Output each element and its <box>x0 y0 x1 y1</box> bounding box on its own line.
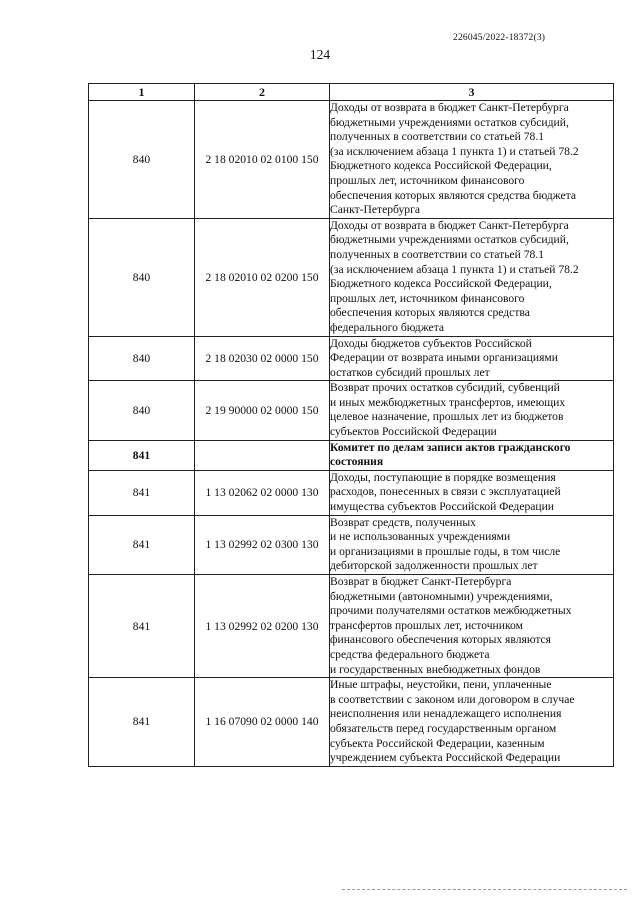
description-line: состояния <box>330 455 384 469</box>
table-header-row <box>89 84 614 101</box>
budget-classification-code-cell: 1 13 02992 02 0200 130 <box>195 575 330 678</box>
description-line: прошлых лет, источником финансового <box>330 291 525 305</box>
description-line: Доходы от возврата в бюджет Санкт-Петербурга <box>330 218 569 232</box>
description-line: Доходы бюджетов субъектов Российской <box>330 336 532 350</box>
admin-code-cell: 841 <box>89 678 195 767</box>
description-line: дебиторской задолженности прошлых лет <box>330 559 538 573</box>
description-line: неисполнения или ненадлежащего исполнения <box>330 707 562 721</box>
table-row <box>89 515 614 574</box>
description-line: трансфертов прошлых лет, источником <box>330 618 523 632</box>
page-number: 124 <box>309 47 331 62</box>
budget-classification-code-cell: 1 16 07090 02 0000 140 <box>195 678 330 767</box>
admin-code-cell: 841 <box>89 515 195 574</box>
budget-classification-code-cell: 2 18 02010 02 0100 150 <box>195 101 330 219</box>
description-line: Бюджетного кодекса Российской Федерации, <box>330 159 552 173</box>
admin-code-cell: 841 <box>89 470 195 515</box>
description-line: Федерации от возврата иными организациями <box>330 351 558 365</box>
revenue-codes-table <box>88 83 614 767</box>
description-line: Доходы от возврата в бюджет Санкт-Петербурга <box>330 101 569 114</box>
description-line: финансового обеспечения которых являются <box>330 633 552 647</box>
description-line: Бюджетного кодекса Российской Федерации, <box>330 277 552 291</box>
description-line: средства федерального бюджета <box>330 647 490 661</box>
description-line: бюджетными учреждениями остатков субсидий, <box>330 233 569 247</box>
admin-code-cell: 841 <box>89 575 195 678</box>
description-line: субъекта Российской Федерации, казенным <box>330 736 545 750</box>
description-cell <box>330 678 614 767</box>
description-cell <box>330 381 614 440</box>
description-line: прошлых лет, источником финансового <box>330 173 525 187</box>
description-line: Санкт-Петербурга <box>330 203 420 217</box>
description-line: Иные штрафы, неустойки, пени, уплаченные <box>330 678 552 692</box>
budget-classification-code-cell: 2 18 02010 02 0200 150 <box>195 218 330 336</box>
table-row <box>89 336 614 381</box>
column-header-2: 2 <box>195 84 330 101</box>
description-line: имущества субъектов Российской Федерации <box>330 500 555 514</box>
description-line: (за исключением абзаца 1 пункта 1) и статьей 78.2 <box>330 144 579 158</box>
budget-classification-code-cell: 1 13 02062 02 0000 130 <box>195 470 330 515</box>
description-line: Комитет по делам записи актов гражданского <box>330 440 571 454</box>
budget-classification-code-cell: 2 18 02030 02 0000 150 <box>195 336 330 381</box>
description-line: субъектов Российской Федерации <box>330 425 497 439</box>
admin-code-cell: 840 <box>89 336 195 381</box>
description-cell <box>330 336 614 381</box>
description-line: Доходы, поступающие в порядке возмещения <box>330 470 556 484</box>
admin-code-cell: 841 <box>89 440 195 470</box>
description-line: Возврат средств, полученных <box>330 515 476 529</box>
admin-code-cell: 840 <box>89 381 195 440</box>
column-header-3: 3 <box>330 84 614 101</box>
description-line: полученных в соответствии со статьей 78.1 <box>330 247 545 261</box>
admin-code-cell: 840 <box>89 218 195 336</box>
document-id: 226045/2022-18372(3) <box>453 33 546 43</box>
description-cell <box>330 440 614 470</box>
table-row <box>89 470 614 515</box>
description-line: бюджетными (автономными) учреждениями, <box>330 589 553 603</box>
description-line: обеспечения которых являются средства <box>330 306 530 320</box>
description-cell <box>330 470 614 515</box>
budget-classification-code-cell: 2 19 90000 02 0000 150 <box>195 381 330 440</box>
description-line: обеспечения которых являются средства бюджета <box>330 188 576 202</box>
description-cell <box>330 218 614 336</box>
admin-code-cell: 840 <box>89 101 195 219</box>
description-line: учреждением субъекта Российской Федерации <box>330 751 561 765</box>
table-row <box>89 678 614 767</box>
table-row <box>89 218 614 336</box>
description-cell <box>330 575 614 678</box>
budget-classification-code-cell: 1 13 02992 02 0300 130 <box>195 515 330 574</box>
description-line: остатков субсидий прошлых лет <box>330 365 490 379</box>
column-header-1: 1 <box>89 84 195 101</box>
table-row <box>89 381 614 440</box>
description-line: расходов, понесенных в связи с эксплуатацией <box>330 485 561 499</box>
description-line: прочими получателями остатков межбюджетных <box>330 604 572 618</box>
description-line: полученных в соответствии со статьей 78.1 <box>330 130 545 144</box>
description-line: в соответствии с законом или договором в случае <box>330 692 575 706</box>
description-line: федерального бюджета <box>330 320 445 334</box>
description-line: обязательств перед государственным органом <box>330 721 557 735</box>
description-cell <box>330 515 614 574</box>
description-line: и не использованных учреждениями <box>330 530 511 544</box>
description-cell <box>330 101 614 219</box>
description-line: и организациями в прошлые годы, в том числе <box>330 544 561 558</box>
description-line: (за исключением абзаца 1 пункта 1) и статьей 78.2 <box>330 262 579 276</box>
table-row <box>89 575 614 678</box>
description-line: и иных межбюджетных трансфертов, имеющих <box>330 395 566 409</box>
description-line: и государственных внебюджетных фондов <box>330 662 541 676</box>
description-line: бюджетными учреждениями остатков субсидий, <box>330 115 569 129</box>
description-line: Возврат в бюджет Санкт-Петербурга <box>330 575 512 588</box>
table-row <box>89 101 614 219</box>
footer-dashed-line <box>342 889 627 890</box>
description-line: целевое назначение, прошлых лет из бюджетов <box>330 410 564 424</box>
table-row <box>89 440 614 470</box>
budget-classification-code-cell <box>195 440 330 470</box>
description-line: Возврат прочих остатков субсидий, субвенций <box>330 381 560 395</box>
